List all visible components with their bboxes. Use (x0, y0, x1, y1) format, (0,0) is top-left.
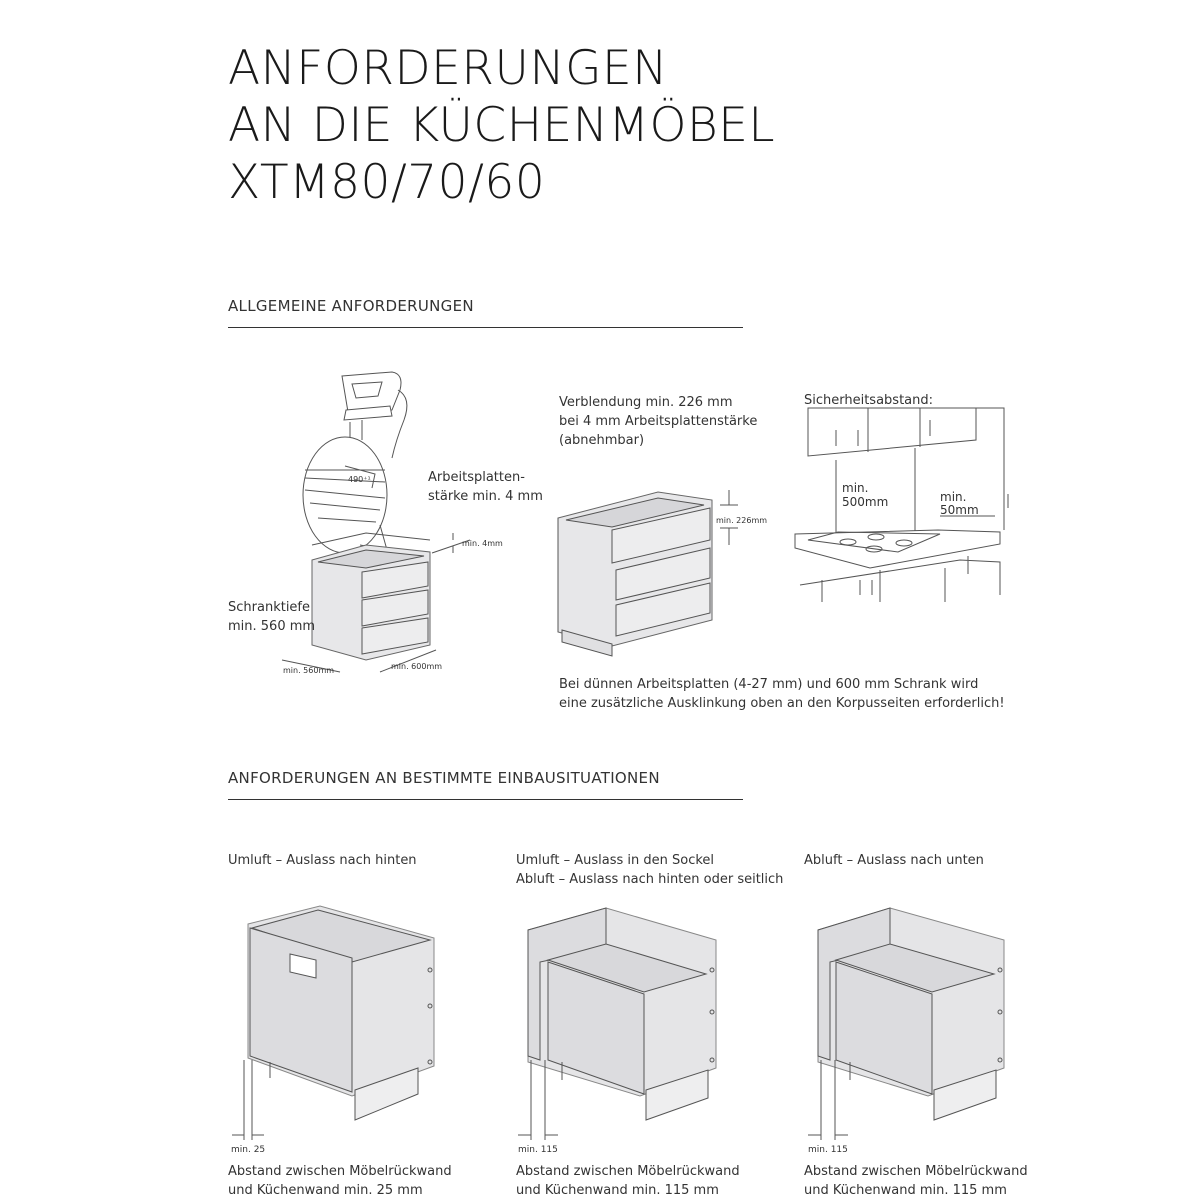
case-1-label-line-1: Umluft – Auslass nach hinten (228, 853, 417, 868)
depth-label-line-2: min. 560 mm (228, 619, 316, 634)
dim-min-560mm: min. 560mm (283, 666, 335, 675)
worktop-label-line-1: Arbeitsplatten- (428, 470, 525, 485)
section-heading-general: ALLGEMEINE ANFORDERUNGEN (228, 297, 474, 315)
title-line-1: ANFORDERUNGEN (228, 41, 668, 96)
case2-cabinet (518, 908, 716, 1140)
case-1-dimension: min. 25 (231, 1145, 266, 1155)
case-3-caption-line-2: und Küchenwand min. 115 mm (804, 1183, 1007, 1198)
title-line-3: XTM80/70/60 (228, 155, 546, 210)
case3-cabinet (808, 908, 1004, 1140)
case1-cabinet (232, 906, 434, 1140)
worktop-label-line-2: stärke min. 4 mm (428, 489, 543, 504)
note-line-1: Bei dünnen Arbeitsplatten (4-27 mm) und 600 mm Schrank wird (559, 677, 979, 692)
dim-min-4mm: min. 4mm (462, 539, 503, 548)
case-3-label-line-1: Abluft – Auslass nach unten (804, 853, 984, 868)
safety-500-line-1: min. (842, 481, 869, 495)
cabinet-main (282, 533, 470, 672)
case-2-caption-line-2: und Küchenwand min. 115 mm (516, 1183, 719, 1198)
panel-label-line-2: bei 4 mm Arbeitsplattenstärke (559, 414, 758, 429)
safety-500-line-2: 500mm (842, 495, 889, 509)
section-rule-specific (228, 799, 743, 800)
case-3-caption-line-1: Abstand zwischen Möbelrückwand (804, 1164, 1028, 1179)
magnifier-bubble (303, 437, 387, 553)
dim-min-226mm: min. 226mm (716, 516, 768, 525)
dim-min-600mm: min. 600mm (391, 662, 443, 671)
case-1-caption-line-1: Abstand zwischen Möbelrückwand (228, 1164, 452, 1179)
safety-50-line-1: min. (940, 490, 967, 504)
depth-label-line-1: Schranktiefe (228, 600, 310, 615)
cabinet-panel (558, 490, 738, 656)
case-1-caption-line-2: und Küchenwand min. 25 mm (228, 1183, 423, 1198)
safety-label: Sicherheitsabstand: (804, 393, 934, 408)
panel-label-line-1: Verblendung min. 226 mm (559, 395, 733, 410)
title-line-2: AN DIE KÜCHENMÖBEL (228, 98, 776, 153)
case-2-label-line-1: Umluft – Auslass in den Sockel (516, 853, 715, 868)
case-3-dimension: min. 115 (808, 1145, 848, 1155)
safety-50-line-2: 50mm (940, 503, 979, 517)
cut-dimension: 490⁺¹ (348, 475, 371, 484)
case-2-label-line-2: Abluft – Auslass nach hinten oder seitlich (516, 872, 784, 887)
case-2-dimension: min. 115 (518, 1145, 558, 1155)
panel-label-line-3: (abnehmbar) (559, 433, 645, 448)
case-2-caption-line-1: Abstand zwischen Möbelrückwand (516, 1164, 740, 1179)
note-line-2: eine zusätzliche Ausklinkung oben an den Korpusseiten erforderlich! (559, 696, 1005, 711)
section-heading-specific: ANFORDERUNGEN AN BESTIMMTE EINBAUSITUATIONEN (228, 769, 660, 787)
